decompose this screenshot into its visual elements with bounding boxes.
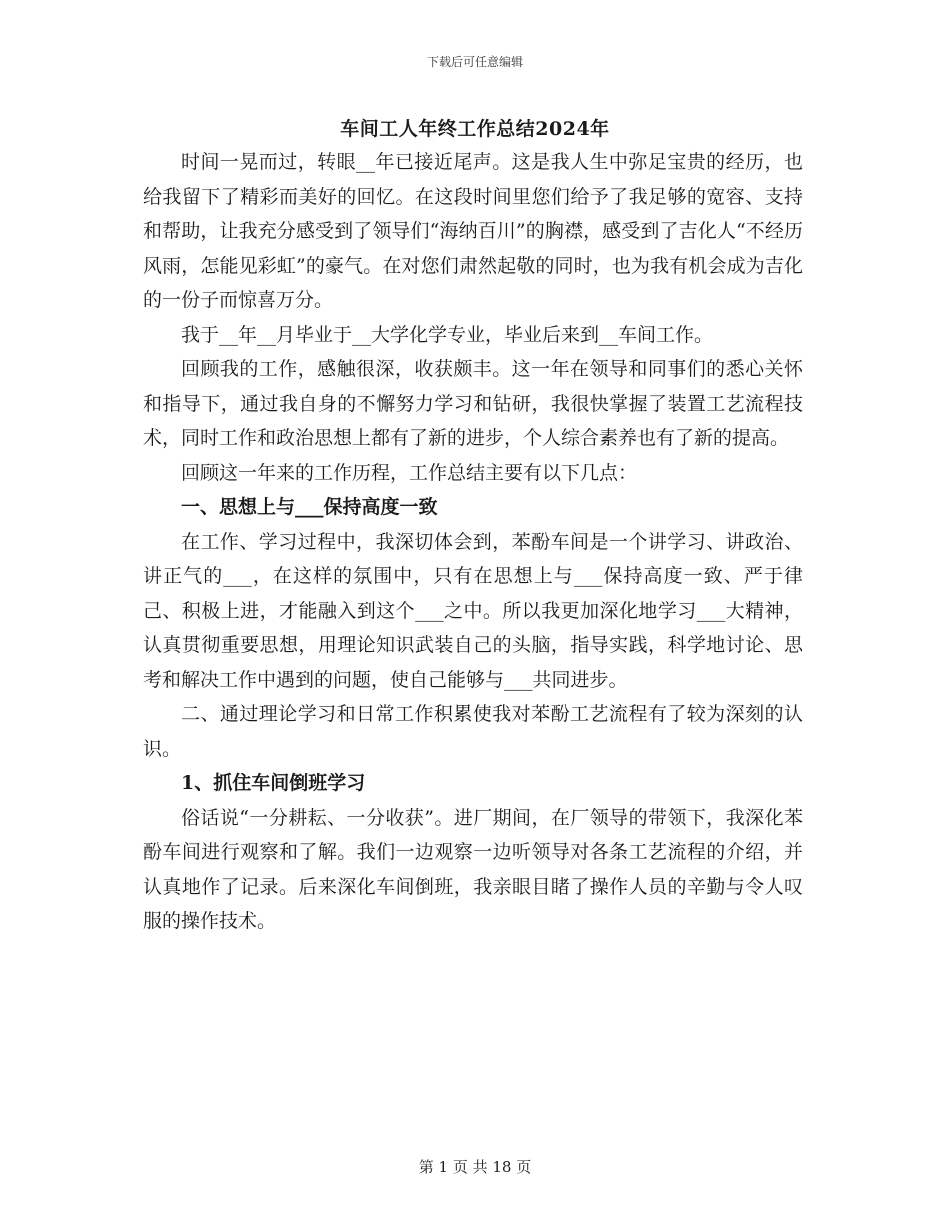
page-number-footer: 第 1 页 共 18 页 (418, 1158, 532, 1176)
document-title: 车间工人年终工作总结2024年 (340, 118, 610, 140)
paragraph-shift-study: 俗话说“一分耕耘、一分收获”。进厂期间，在厂领导的带领下，我深化苯酚车间进行观察和了解。我们一边观察一边听领导对各条工艺流程的介绍，并认真地作了记录。后来深化车间倒班，我亲眼目睹了操作人员的辛勤与令人叹服的操作技术。 (143, 806, 803, 932)
paragraph-section-2: 二、通过理论学习和日常工作积累使我对苯酚工艺流程有了较为深刻的认识。 (143, 703, 803, 760)
page-header-note: 下载后可任意编辑 (426, 55, 523, 69)
paragraph-intro: 时间一晃而过，转眼__年已接近尾声。这是我人生中弥足宝贵的经历，也给我留下了精彩而美好的回忆。在这段时间里您们给予了我足够的宽容、支持和帮助，让我充分感受到了领导们“海纳百川”的胸襟，感受到了吉化人“不经历风雨，怎能见彩虹”的豪气。在对您们肃然起敬的同时，也为我有机会成为吉化的一份子而惊喜万分。 (143, 151, 803, 311)
paragraph-review: 回顾我的工作，感触很深，收获颇丰。这一年在领导和同事们的悉心关怀和指导下，通过我自身的不懈努力学习和钻研，我很快掌握了装置工艺流程技术，同时工作和政治思想上都有了新的进步，个人综合素养也有了新的提高。 (143, 358, 803, 449)
paragraph-thought: 在工作、学习过程中，我深切体会到，苯酚车间是一个讲学习、讲政治、讲正气的___，在这样的氛围中，只有在思想上与___保持高度一致、严于律己、积极上进，才能融入到这个___之中。所以我更加深化地学习___大精神，认真贯彻重要思想，用理论知识武装自己的头脑，指导实践，科学地讨论、思考和解决工作中遇到的问题，使自己能够与___共同进步。 (143, 530, 803, 691)
subsection-heading-1: 1、抓住车间倒班学习 (181, 772, 366, 794)
section-heading-1: 一、思想上与___保持高度一致 (181, 496, 438, 518)
paragraph-summary-lead: 回顾这一年来的工作历程，工作总结主要有以下几点： (181, 461, 638, 484)
document-body (143, 145, 803, 939)
paragraph-graduation: 我于__年__月毕业于__大学化学专业，毕业后来到__车间工作。 (181, 323, 714, 346)
